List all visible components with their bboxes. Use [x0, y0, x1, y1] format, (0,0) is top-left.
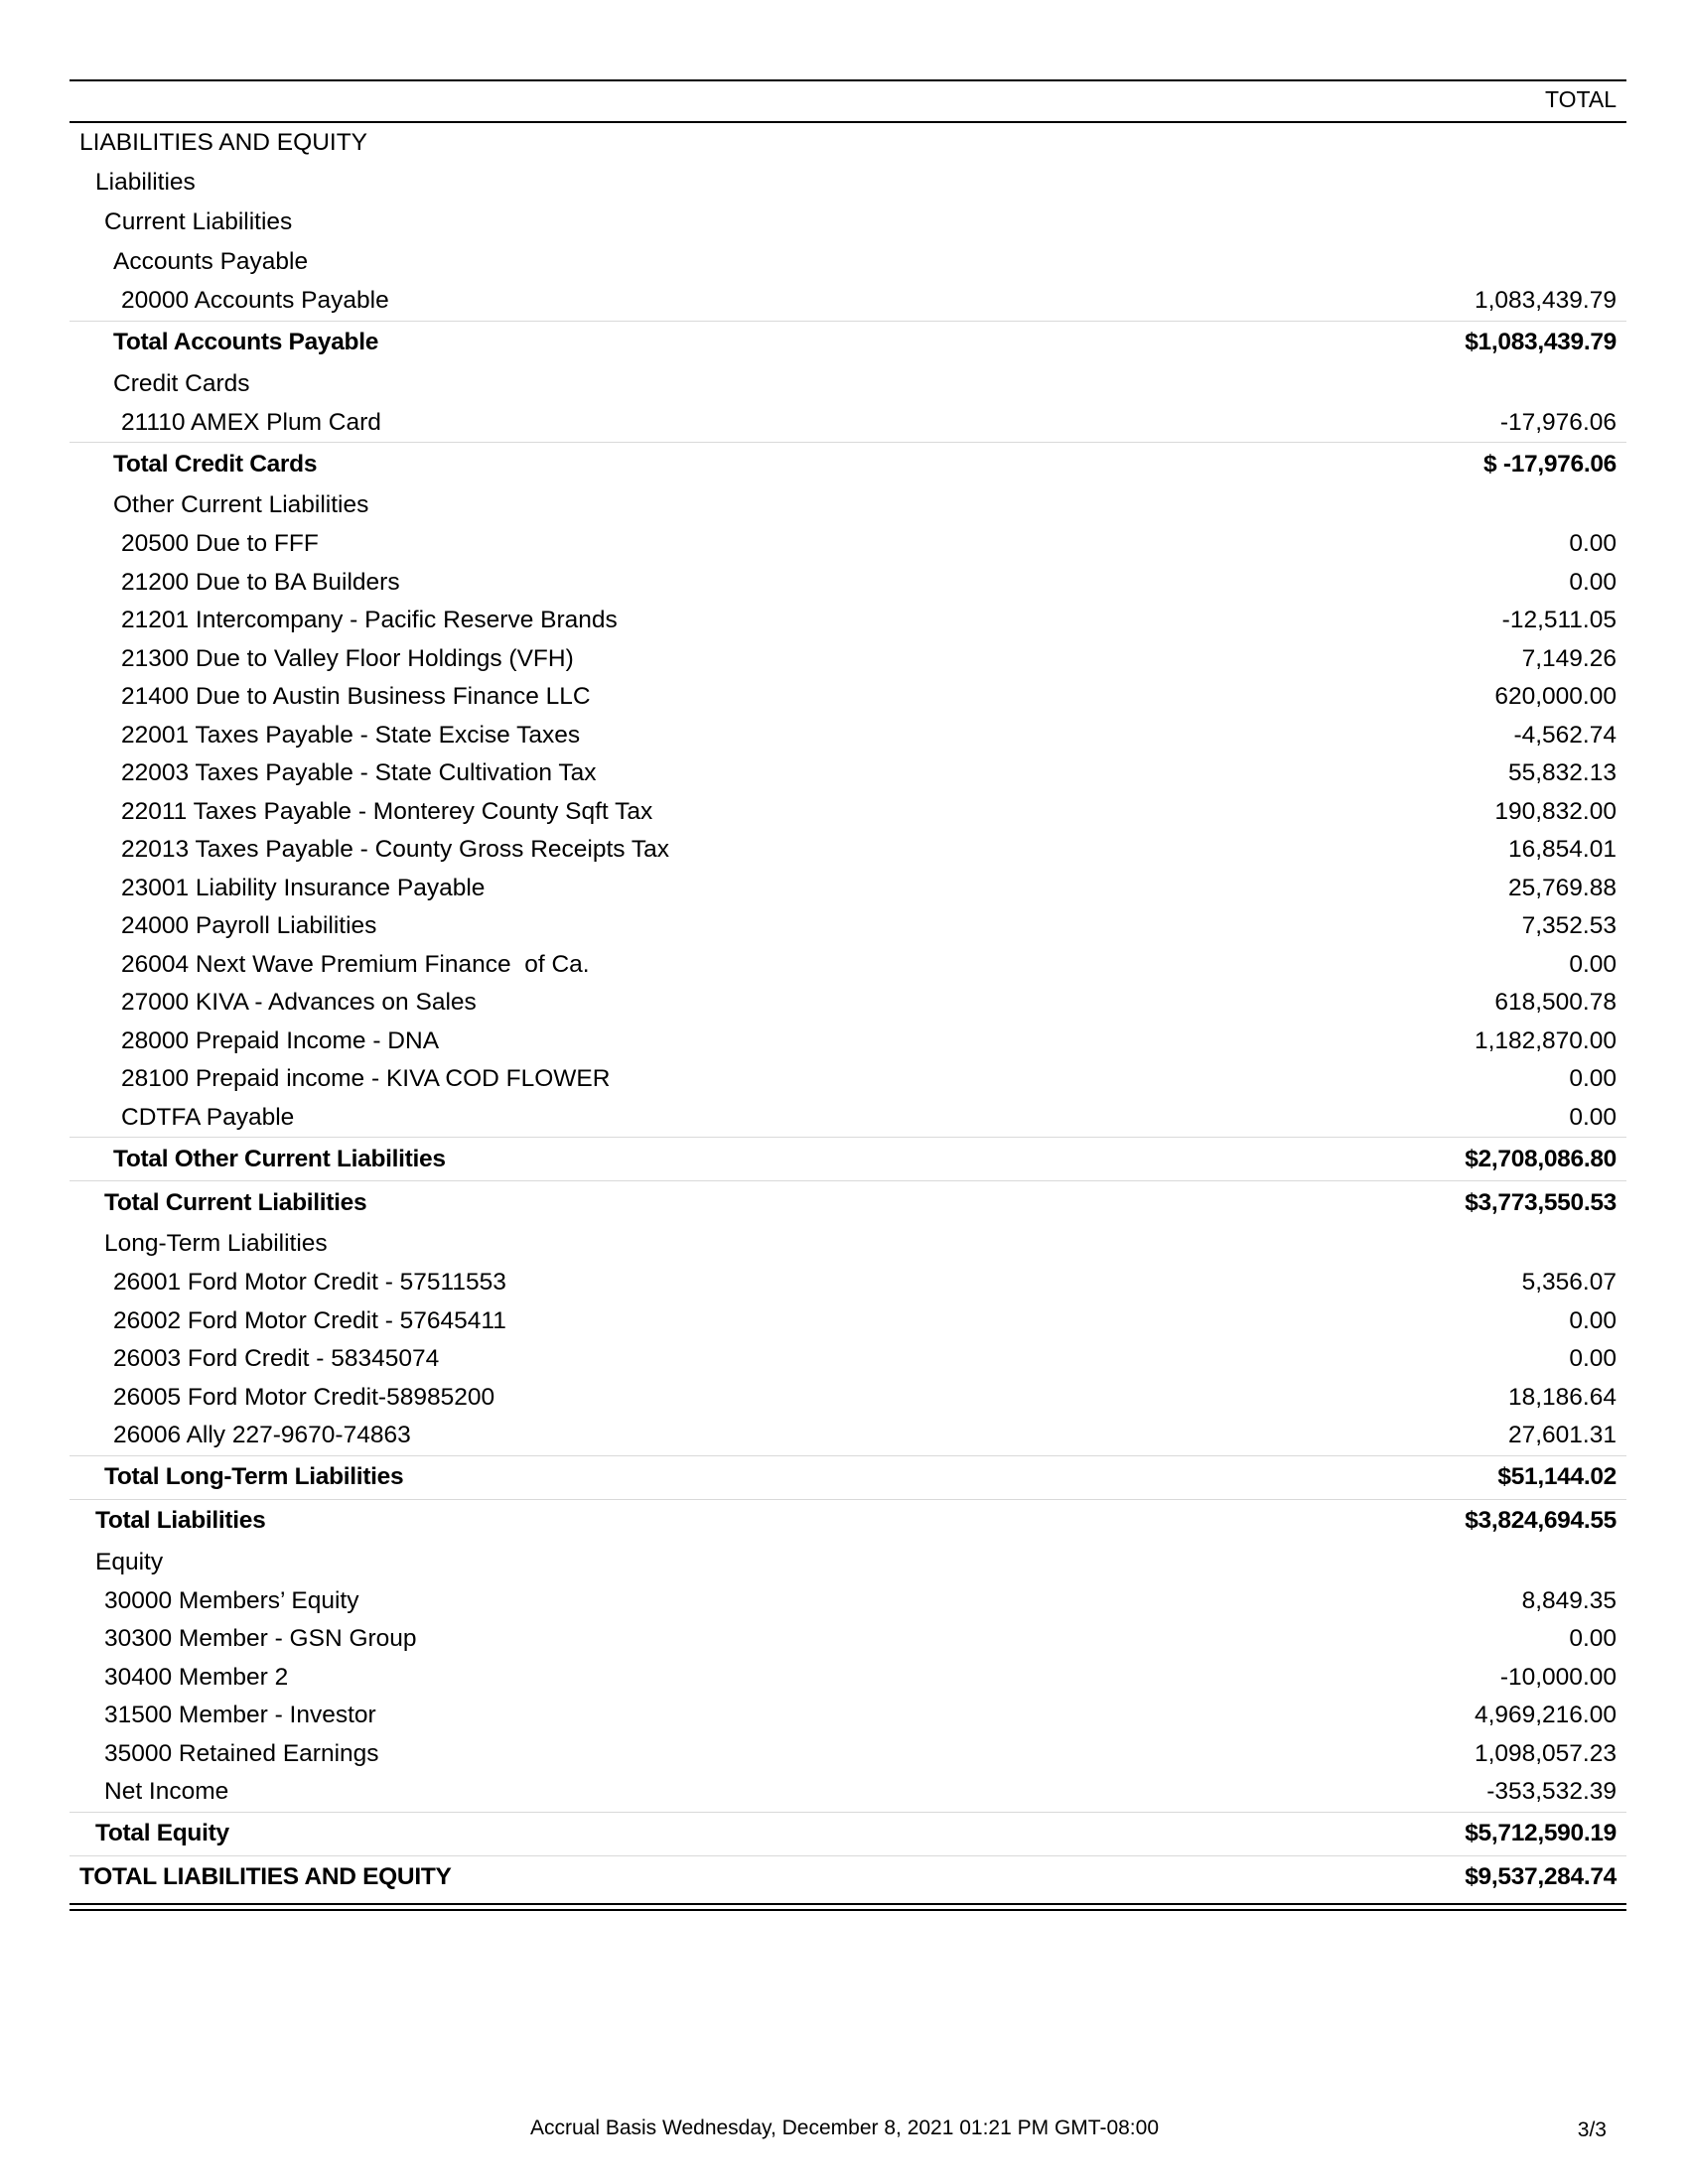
account-row — [70, 1340, 1626, 1379]
report-rows — [70, 123, 1626, 1899]
row-amount: 0.00 — [1569, 1306, 1617, 1334]
row-label: 30300 Member - GSN Group — [104, 1625, 417, 1653]
row-amount: $ -17,976.06 — [1483, 450, 1617, 478]
account-row — [70, 404, 1626, 443]
account-row — [70, 602, 1626, 640]
row-amount: 25,769.88 — [1508, 874, 1617, 901]
row-amount: 27,601.31 — [1508, 1422, 1617, 1449]
row-amount: 5,356.07 — [1521, 1269, 1617, 1297]
row-label: 24000 Payroll Liabilities — [121, 912, 377, 940]
account-row — [70, 907, 1626, 946]
row-label: 22003 Taxes Payable - State Cultivation Tax — [121, 759, 597, 787]
account-row — [70, 564, 1626, 603]
row-label: Long-Term Liabilities — [104, 1230, 328, 1257]
row-label: Equity — [95, 1548, 164, 1575]
section-header-row — [70, 242, 1626, 282]
row-amount: 18,186.64 — [1508, 1383, 1617, 1411]
row-label: 26002 Ford Motor Credit - 57645411 — [113, 1306, 506, 1334]
section-header-row — [70, 123, 1626, 163]
account-row — [70, 1379, 1626, 1418]
row-amount: 16,854.01 — [1508, 836, 1617, 864]
row-amount: -17,976.06 — [1499, 408, 1617, 436]
row-amount: -4,562.74 — [1513, 721, 1617, 749]
row-label: 20500 Due to FFF — [121, 530, 319, 558]
row-amount: $9,537,284.74 — [1465, 1863, 1617, 1890]
row-label: 35000 Retained Earnings — [104, 1739, 379, 1767]
row-label: Total Long-Term Liabilities — [104, 1463, 404, 1490]
row-label: Total Other Current Liabilities — [113, 1145, 446, 1172]
row-label: Accounts Payable — [113, 248, 309, 275]
account-row — [70, 1023, 1626, 1061]
row-label: Liabilities — [95, 169, 196, 196]
row-label: Total Current Liabilities — [104, 1188, 367, 1216]
row-amount: -12,511.05 — [1501, 607, 1617, 634]
section-header-row — [70, 1543, 1626, 1582]
row-amount: 8,849.35 — [1521, 1586, 1617, 1614]
column-header — [70, 81, 1626, 123]
row-amount: 1,182,870.00 — [1474, 1026, 1617, 1054]
section-header-row — [70, 485, 1626, 525]
row-amount: $3,773,550.53 — [1465, 1188, 1617, 1216]
row-label: CDTFA Payable — [121, 1103, 295, 1131]
row-label: Total Liabilities — [95, 1507, 266, 1534]
row-label: 20000 Accounts Payable — [121, 287, 389, 315]
row-label: 27000 KIVA - Advances on Sales — [121, 989, 477, 1017]
account-row — [70, 870, 1626, 908]
row-label: 28100 Prepaid income - KIVA COD FLOWER — [121, 1065, 611, 1093]
double-rule — [70, 1903, 1626, 1911]
account-row — [70, 678, 1626, 717]
account-row — [70, 1620, 1626, 1659]
row-label: TOTAL LIABILITIES AND EQUITY — [79, 1863, 452, 1890]
row-label: 22001 Taxes Payable - State Excise Taxes — [121, 721, 581, 749]
row-label: 21200 Due to BA Builders — [121, 568, 400, 596]
section-header-row — [70, 163, 1626, 203]
section-header-row — [70, 203, 1626, 242]
total-row — [70, 1812, 1626, 1855]
row-label: 21300 Due to Valley Floor Holdings (VFH) — [121, 644, 574, 672]
balance-sheet-report — [70, 79, 1626, 1911]
total-row — [70, 321, 1626, 364]
account-row — [70, 282, 1626, 321]
account-row — [70, 984, 1626, 1023]
total-row — [70, 1499, 1626, 1543]
row-amount: 620,000.00 — [1494, 683, 1617, 711]
row-amount: 0.00 — [1569, 1345, 1617, 1373]
account-row — [70, 1659, 1626, 1698]
account-row — [70, 793, 1626, 832]
row-label: 26005 Ford Motor Credit-58985200 — [113, 1383, 495, 1411]
row-label: LIABILITIES AND EQUITY — [79, 129, 368, 156]
column-header-total: TOTAL — [1545, 86, 1617, 112]
row-label: Net Income — [104, 1778, 229, 1806]
row-label: Total Accounts Payable — [113, 329, 379, 355]
row-label: Total Credit Cards — [113, 450, 318, 478]
row-amount: 190,832.00 — [1494, 797, 1617, 825]
row-amount: 618,500.78 — [1494, 989, 1617, 1017]
account-row — [70, 1697, 1626, 1735]
row-label: 31500 Member - Investor — [104, 1702, 376, 1729]
grand-total-row — [70, 1855, 1626, 1899]
row-label: 26006 Ally 227-9670-74863 — [113, 1422, 411, 1449]
row-label: 26004 Next Wave Premium Finance of Ca. — [121, 950, 590, 978]
row-label: 26003 Ford Credit - 58345074 — [113, 1345, 440, 1373]
account-row — [70, 831, 1626, 870]
row-label: 30400 Member 2 — [104, 1663, 289, 1691]
row-amount: 0.00 — [1569, 568, 1617, 596]
account-row — [70, 1060, 1626, 1099]
page-number: 3/3 — [1577, 2118, 1607, 2141]
account-row — [70, 640, 1626, 679]
account-row — [70, 1773, 1626, 1812]
row-label: Other Current Liabilities — [113, 491, 369, 518]
row-amount: -10,000.00 — [1499, 1663, 1617, 1691]
row-amount: 1,098,057.23 — [1474, 1739, 1617, 1767]
account-row — [70, 1582, 1626, 1621]
row-label: 22011 Taxes Payable - Monterey County Sqft Tax — [121, 797, 653, 825]
total-row — [70, 1180, 1626, 1224]
row-label: 22013 Taxes Payable - County Gross Receipts Tax — [121, 836, 670, 864]
row-amount: 0.00 — [1569, 950, 1617, 978]
row-amount: 0.00 — [1569, 530, 1617, 558]
account-row — [70, 1417, 1626, 1455]
row-amount: 0.00 — [1569, 1103, 1617, 1131]
row-amount: $51,144.02 — [1497, 1463, 1617, 1490]
account-row — [70, 1735, 1626, 1774]
account-row — [70, 946, 1626, 985]
row-label: 28000 Prepaid Income - DNA — [121, 1026, 440, 1054]
row-label: 23001 Liability Insurance Payable — [121, 874, 486, 901]
row-amount: 0.00 — [1569, 1065, 1617, 1093]
total-row — [70, 1137, 1626, 1180]
row-amount: $1,083,439.79 — [1465, 329, 1617, 355]
footer-basis-timestamp: Accrual Basis Wednesday, December 8, 2021 01:21 PM GMT-08:00 — [529, 2116, 1160, 2139]
row-label: 21110 AMEX Plum Card — [121, 408, 381, 436]
row-amount: 7,149.26 — [1521, 644, 1617, 672]
row-label: 30000 Members’ Equity — [104, 1586, 359, 1614]
account-row — [70, 525, 1626, 564]
row-amount: $5,712,590.19 — [1465, 1820, 1617, 1846]
account-row — [70, 1302, 1626, 1341]
row-amount: 55,832.13 — [1508, 759, 1617, 787]
total-row — [70, 442, 1626, 485]
account-row — [70, 717, 1626, 755]
row-label: Credit Cards — [113, 369, 250, 397]
total-row — [70, 1455, 1626, 1499]
row-amount: 1,083,439.79 — [1474, 287, 1617, 315]
row-amount: 4,969,216.00 — [1474, 1702, 1617, 1729]
row-label: 26001 Ford Motor Credit - 57511553 — [113, 1269, 506, 1297]
account-row — [70, 1099, 1626, 1138]
row-label: 21201 Intercompany - Pacific Reserve Brands — [121, 607, 618, 634]
row-amount: 0.00 — [1569, 1625, 1617, 1653]
row-label: Total Equity — [95, 1820, 229, 1846]
row-amount: $2,708,086.80 — [1465, 1145, 1617, 1172]
row-label: 21400 Due to Austin Business Finance LLC — [121, 683, 591, 711]
row-amount: -353,532.39 — [1486, 1778, 1617, 1806]
row-amount: $3,824,694.55 — [1465, 1507, 1617, 1534]
section-header-row — [70, 364, 1626, 404]
account-row — [70, 1264, 1626, 1302]
section-header-row — [70, 1224, 1626, 1264]
account-row — [70, 754, 1626, 793]
row-label: Current Liabilities — [104, 208, 293, 235]
row-amount: 7,352.53 — [1521, 912, 1617, 940]
